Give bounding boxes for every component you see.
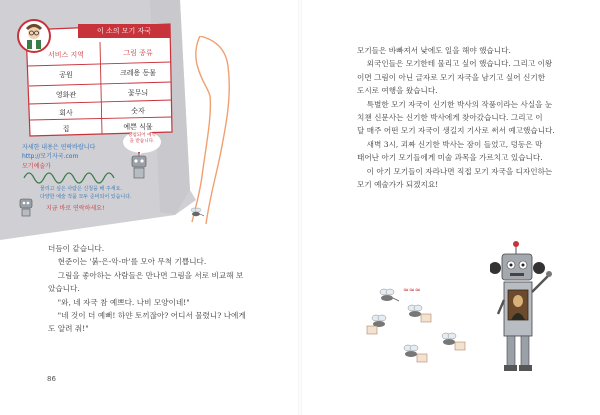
paragraph-line: 이 아기 모기들이 자라나면 직접 모기 자국을 디자인하는	[357, 166, 553, 176]
note-name: 모기예술가	[22, 163, 51, 170]
mosquito-icon	[442, 333, 465, 350]
hand-outline-drawing	[186, 36, 256, 226]
table-cell: 집	[62, 125, 70, 133]
card-title: 이 소의 모기 자국	[78, 24, 170, 38]
paragraph-line: 치챈 신문사는 신기한 박사에게 찾아갔습니다. 그리고 이	[357, 113, 543, 123]
paragraph-line: 았습니다.	[48, 284, 80, 294]
table-cell: 영화관	[55, 91, 77, 99]
table-cell: 숫자	[131, 107, 145, 115]
paragraph-line: 현준이는 '붉-은-악-마'를 모아 무척 기쁩니다.	[48, 257, 207, 267]
table-cell: 예쁜 식물	[123, 123, 153, 131]
table-cell: 회사	[59, 109, 73, 117]
paragraph-line: 태어난 아기 모기들에게 미술 과목을 가르치고 있습니다.	[357, 153, 543, 163]
small-robot-icon	[17, 196, 35, 218]
right-page-text	[357, 44, 597, 191]
note-call-now: 지금 바로 연락하세요!	[46, 205, 105, 212]
paragraph-line: "네 것이 더 예뻐! 하얀 토끼잖아? 어디서 물렸니? 나에게	[48, 311, 246, 321]
paragraph-line: 특별한 모기 자국이 신기한 박사의 작품이라는 사실을 눈	[357, 99, 553, 109]
mosquito-icon	[367, 315, 386, 334]
note-contact: 자세한 내용은 연락바랍니다	[22, 144, 96, 151]
paragraph-line: "와, 네 자국 참 예쁘다. 나비 모양이네!"	[48, 297, 190, 307]
swirl-doodle-icon	[22, 166, 122, 188]
paragraph-line: 모기들은 바빠져서 낮에도 일을 해야 했습니다.	[357, 46, 511, 55]
paragraph-line: 도시로 여행을 왔습니다.	[357, 86, 438, 96]
table-header-kind: 그림 종류	[123, 49, 153, 57]
note-apply: 물리고 싶은 사람은 신청을 해 주세요.	[40, 186, 122, 192]
table-cell: 꽃무늬	[127, 89, 149, 97]
left-page-text	[48, 242, 288, 336]
table-cell: 공원	[59, 71, 73, 79]
speech-bubble-text: 당첨되어 예약을 받습니다.	[127, 133, 157, 144]
baby-mosquitoes-drawing	[365, 278, 475, 368]
paragraph-line: 더듬이 같습니다.	[48, 244, 105, 253]
paragraph-line: 도 알려 줘!"	[48, 324, 89, 334]
robot-teacher-drawing	[490, 240, 560, 380]
mosquito-icon	[408, 305, 431, 322]
paragraph-line: 모기 예술가가 되겠지요!	[357, 180, 439, 190]
note-ready: 다양한 예술 작품 모두 준비되어 있습니다.	[40, 194, 132, 200]
paragraph-line: 이면 그림이 아닌 글자로 모기 자국을 남기고 싶어 신기한	[357, 72, 546, 82]
note-url: http://모기자국.com	[22, 153, 79, 160]
paragraph-line: 새벽 3시, 괴짜 신기한 박사는 잠이 들었고, 덩동은 막	[357, 139, 543, 149]
doctor-portrait-icon	[17, 19, 51, 53]
paragraph-line: 그림을 좋아하는 사람들은 만나면 그림을 서로 비교해 보	[48, 270, 244, 280]
mosquito-icon	[380, 289, 399, 301]
book-gutter	[298, 0, 302, 415]
mosquito-icon	[188, 206, 204, 220]
table-cell: 크레용 동물	[119, 69, 157, 77]
page-number: 86	[47, 375, 56, 383]
mosquito-icon	[404, 345, 427, 362]
paragraph-line: 달 매주 어떤 모기 자국이 생길지 기사로 써서 예고했습니다.	[357, 126, 555, 136]
paragraph-line: 외국인들은 모기한테 물리고 싶어 했습니다. 그리고 이왕	[357, 59, 553, 69]
small-robot-icon	[127, 152, 151, 182]
svg-text:≈≈≈: ≈≈≈	[403, 286, 421, 294]
table-header-area: 서비스 지역	[47, 51, 85, 59]
